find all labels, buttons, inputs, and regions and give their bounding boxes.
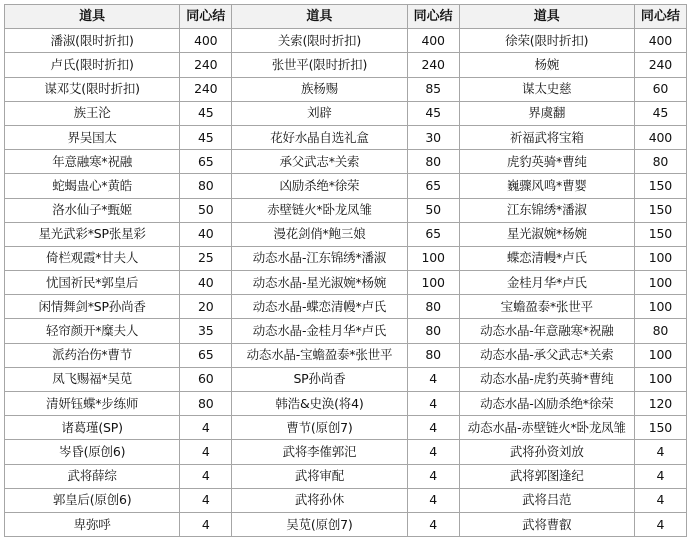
item-name-cell: 谋太史慈 [459,77,634,101]
tongxinjie-value-cell: 4 [180,464,232,488]
item-name-cell: 曹节(原创7) [232,416,407,440]
item-name-cell: 动态水晶-蝶恋清幔*卢氏 [232,295,407,319]
tongxinjie-value-cell: 65 [180,150,232,174]
item-name-cell: 蝶恋清幔*卢氏 [459,246,634,270]
item-name-cell: 韩浩&史涣(将4) [232,392,407,416]
item-name-cell: 界虞翻 [459,101,634,125]
item-name-cell: 承父武志*关索 [232,150,407,174]
item-name-cell: 郭皇后(原创6) [5,488,180,512]
item-name-cell: 岑昏(原创6) [5,440,180,464]
tongxinjie-value-cell: 80 [407,295,459,319]
table-row [5,440,687,464]
table-row [5,101,687,125]
column-header-item: 道具 [5,5,180,29]
table-row [5,222,687,246]
item-name-cell: 凤飞赐福*吴苋 [5,367,180,391]
item-name-cell: 祈福武将宝箱 [459,125,634,149]
table-header-row [5,5,687,29]
column-header-item: 道具 [459,5,634,29]
tongxinjie-value-cell: 4 [407,392,459,416]
item-name-cell: 动态水晶-凶励杀绝*徐荣 [459,392,634,416]
item-name-cell: 蛇蝎蛊心*黄皓 [5,174,180,198]
column-header-tongxinjie: 同心结 [634,5,686,29]
table-row [5,77,687,101]
item-name-cell: 花好水晶自选礼盒 [232,125,407,149]
item-name-cell: SP孙尚香 [232,367,407,391]
tongxinjie-value-cell: 4 [407,488,459,512]
item-name-cell: 动态水晶-赤壁链火*卧龙凤雏 [459,416,634,440]
tongxinjie-value-cell: 400 [634,125,686,149]
item-name-cell: 武将孙休 [232,488,407,512]
item-name-cell: 族杨赐 [232,77,407,101]
table-row [5,246,687,270]
tongxinjie-value-cell: 80 [407,150,459,174]
tongxinjie-value-cell: 120 [634,392,686,416]
tongxinjie-value-cell: 4 [180,488,232,512]
tongxinjie-value-cell: 80 [634,150,686,174]
item-name-cell: 张世平(限时折扣) [232,53,407,77]
table-row [5,295,687,319]
item-name-cell: 动态水晶-虎豹英骑*曹纯 [459,367,634,391]
exchange-table-container [4,4,687,537]
item-name-cell: 动态水晶-宝蟾盈泰*张世平 [232,343,407,367]
item-name-cell: 刘辟 [232,101,407,125]
item-name-cell: 闲情舞剑*SP孙尚香 [5,295,180,319]
tongxinjie-value-cell: 240 [407,53,459,77]
tongxinjie-value-cell: 240 [634,53,686,77]
tongxinjie-value-cell: 45 [180,125,232,149]
tongxinjie-value-cell: 4 [634,488,686,512]
tongxinjie-value-cell: 150 [634,416,686,440]
item-name-cell: 武将审配 [232,464,407,488]
item-name-cell: 江东锦绣*潘淑 [459,198,634,222]
item-name-cell: 界吴国太 [5,125,180,149]
item-name-cell: 谋邓艾(限时折扣) [5,77,180,101]
item-name-cell: 动态水晶-星光淑婉*杨婉 [232,271,407,295]
tongxinjie-value-cell: 80 [180,174,232,198]
table-row [5,488,687,512]
item-name-cell: 虎豹英骑*曹纯 [459,150,634,174]
column-header-tongxinjie: 同心结 [407,5,459,29]
item-name-cell: 星光淑婉*杨婉 [459,222,634,246]
tongxinjie-value-cell: 4 [180,512,232,536]
item-name-cell: 凶励杀绝*徐荣 [232,174,407,198]
tongxinjie-value-cell: 4 [634,440,686,464]
tongxinjie-value-cell: 50 [407,198,459,222]
tongxinjie-value-cell: 100 [634,271,686,295]
tongxinjie-value-cell: 100 [634,343,686,367]
tongxinjie-value-cell: 80 [407,319,459,343]
item-name-cell: 年意融寒*祝融 [5,150,180,174]
item-name-cell: 星光武彩*SP张星彩 [5,222,180,246]
tongxinjie-value-cell: 100 [634,367,686,391]
item-name-cell: 武将李傕郭汜 [232,440,407,464]
tongxinjie-value-cell: 65 [407,174,459,198]
item-name-cell: 吴苋(原创7) [232,512,407,536]
tongxinjie-value-cell: 4 [407,440,459,464]
table-row [5,392,687,416]
tongxinjie-value-cell: 65 [407,222,459,246]
tongxinjie-value-cell: 240 [180,53,232,77]
tongxinjie-value-cell: 25 [180,246,232,270]
tongxinjie-value-cell: 4 [634,464,686,488]
tongxinjie-value-cell: 20 [180,295,232,319]
tongxinjie-value-cell: 4 [407,367,459,391]
item-name-cell: 动态水晶-江东锦绣*潘淑 [232,246,407,270]
table-row [5,53,687,77]
table-row [5,29,687,53]
tongxinjie-value-cell: 80 [407,343,459,367]
column-header-item: 道具 [232,5,407,29]
item-name-cell: 武将郭图逢纪 [459,464,634,488]
tongxinjie-value-cell: 80 [180,392,232,416]
item-name-cell: 动态水晶-年意融寒*祝融 [459,319,634,343]
tongxinjie-value-cell: 40 [180,271,232,295]
item-name-cell: 派药治伤*曹节 [5,343,180,367]
item-name-cell: 巍骤风鸣*曹婴 [459,174,634,198]
tongxinjie-value-cell: 4 [407,512,459,536]
tongxinjie-value-cell: 100 [634,295,686,319]
table-row [5,343,687,367]
tongxinjie-value-cell: 4 [407,416,459,440]
tongxinjie-value-cell: 45 [634,101,686,125]
item-name-cell: 洛水仙子*甄姬 [5,198,180,222]
table-row [5,271,687,295]
table-row [5,174,687,198]
tongxinjie-value-cell: 100 [407,246,459,270]
item-name-cell: 武将吕范 [459,488,634,512]
tongxinjie-value-cell: 45 [407,101,459,125]
item-name-cell: 忧国祈民*郭皇后 [5,271,180,295]
item-name-cell: 清妍钰蝶*步练师 [5,392,180,416]
tongxinjie-value-cell: 100 [407,271,459,295]
tongxinjie-value-cell: 60 [634,77,686,101]
item-name-cell: 赤壁链火*卧龙凤雏 [232,198,407,222]
exchange-table [4,4,687,537]
table-row [5,125,687,149]
tongxinjie-value-cell: 4 [180,416,232,440]
tongxinjie-value-cell: 40 [180,222,232,246]
table-row [5,367,687,391]
table-row [5,319,687,343]
tongxinjie-value-cell: 400 [407,29,459,53]
item-name-cell: 宝蟾盈泰*张世平 [459,295,634,319]
tongxinjie-value-cell: 45 [180,101,232,125]
item-name-cell: 关索(限时折扣) [232,29,407,53]
tongxinjie-value-cell: 100 [634,246,686,270]
table-row [5,198,687,222]
tongxinjie-value-cell: 4 [634,512,686,536]
item-name-cell: 武将薛综 [5,464,180,488]
item-name-cell: 轻帘颜开*糜夫人 [5,319,180,343]
tongxinjie-value-cell: 85 [407,77,459,101]
tongxinjie-value-cell: 150 [634,174,686,198]
tongxinjie-value-cell: 80 [634,319,686,343]
tongxinjie-value-cell: 240 [180,77,232,101]
tongxinjie-value-cell: 60 [180,367,232,391]
table-row [5,150,687,174]
item-name-cell: 族王沦 [5,101,180,125]
item-name-cell: 徐荣(限时折扣) [459,29,634,53]
item-name-cell: 动态水晶-金桂月华*卢氏 [232,319,407,343]
tongxinjie-value-cell: 4 [180,440,232,464]
column-header-tongxinjie: 同心结 [180,5,232,29]
item-name-cell: 诸葛瑾(SP) [5,416,180,440]
tongxinjie-value-cell: 65 [180,343,232,367]
item-name-cell: 潘淑(限时折扣) [5,29,180,53]
table-body [5,29,687,537]
item-name-cell: 金桂月华*卢氏 [459,271,634,295]
tongxinjie-value-cell: 4 [407,464,459,488]
item-name-cell: 倚栏观霞*甘夫人 [5,246,180,270]
item-name-cell: 卢氏(限时折扣) [5,53,180,77]
tongxinjie-value-cell: 150 [634,222,686,246]
tongxinjie-value-cell: 30 [407,125,459,149]
table-row [5,464,687,488]
table-row [5,512,687,536]
tongxinjie-value-cell: 150 [634,198,686,222]
tongxinjie-value-cell: 35 [180,319,232,343]
item-name-cell: 卑弥呼 [5,512,180,536]
item-name-cell: 漫花剑俏*鲍三娘 [232,222,407,246]
item-name-cell: 武将孙资刘放 [459,440,634,464]
item-name-cell: 武将曹叡 [459,512,634,536]
tongxinjie-value-cell: 50 [180,198,232,222]
tongxinjie-value-cell: 400 [634,29,686,53]
table-row [5,416,687,440]
tongxinjie-value-cell: 400 [180,29,232,53]
item-name-cell: 杨婉 [459,53,634,77]
item-name-cell: 动态水晶-承父武志*关索 [459,343,634,367]
